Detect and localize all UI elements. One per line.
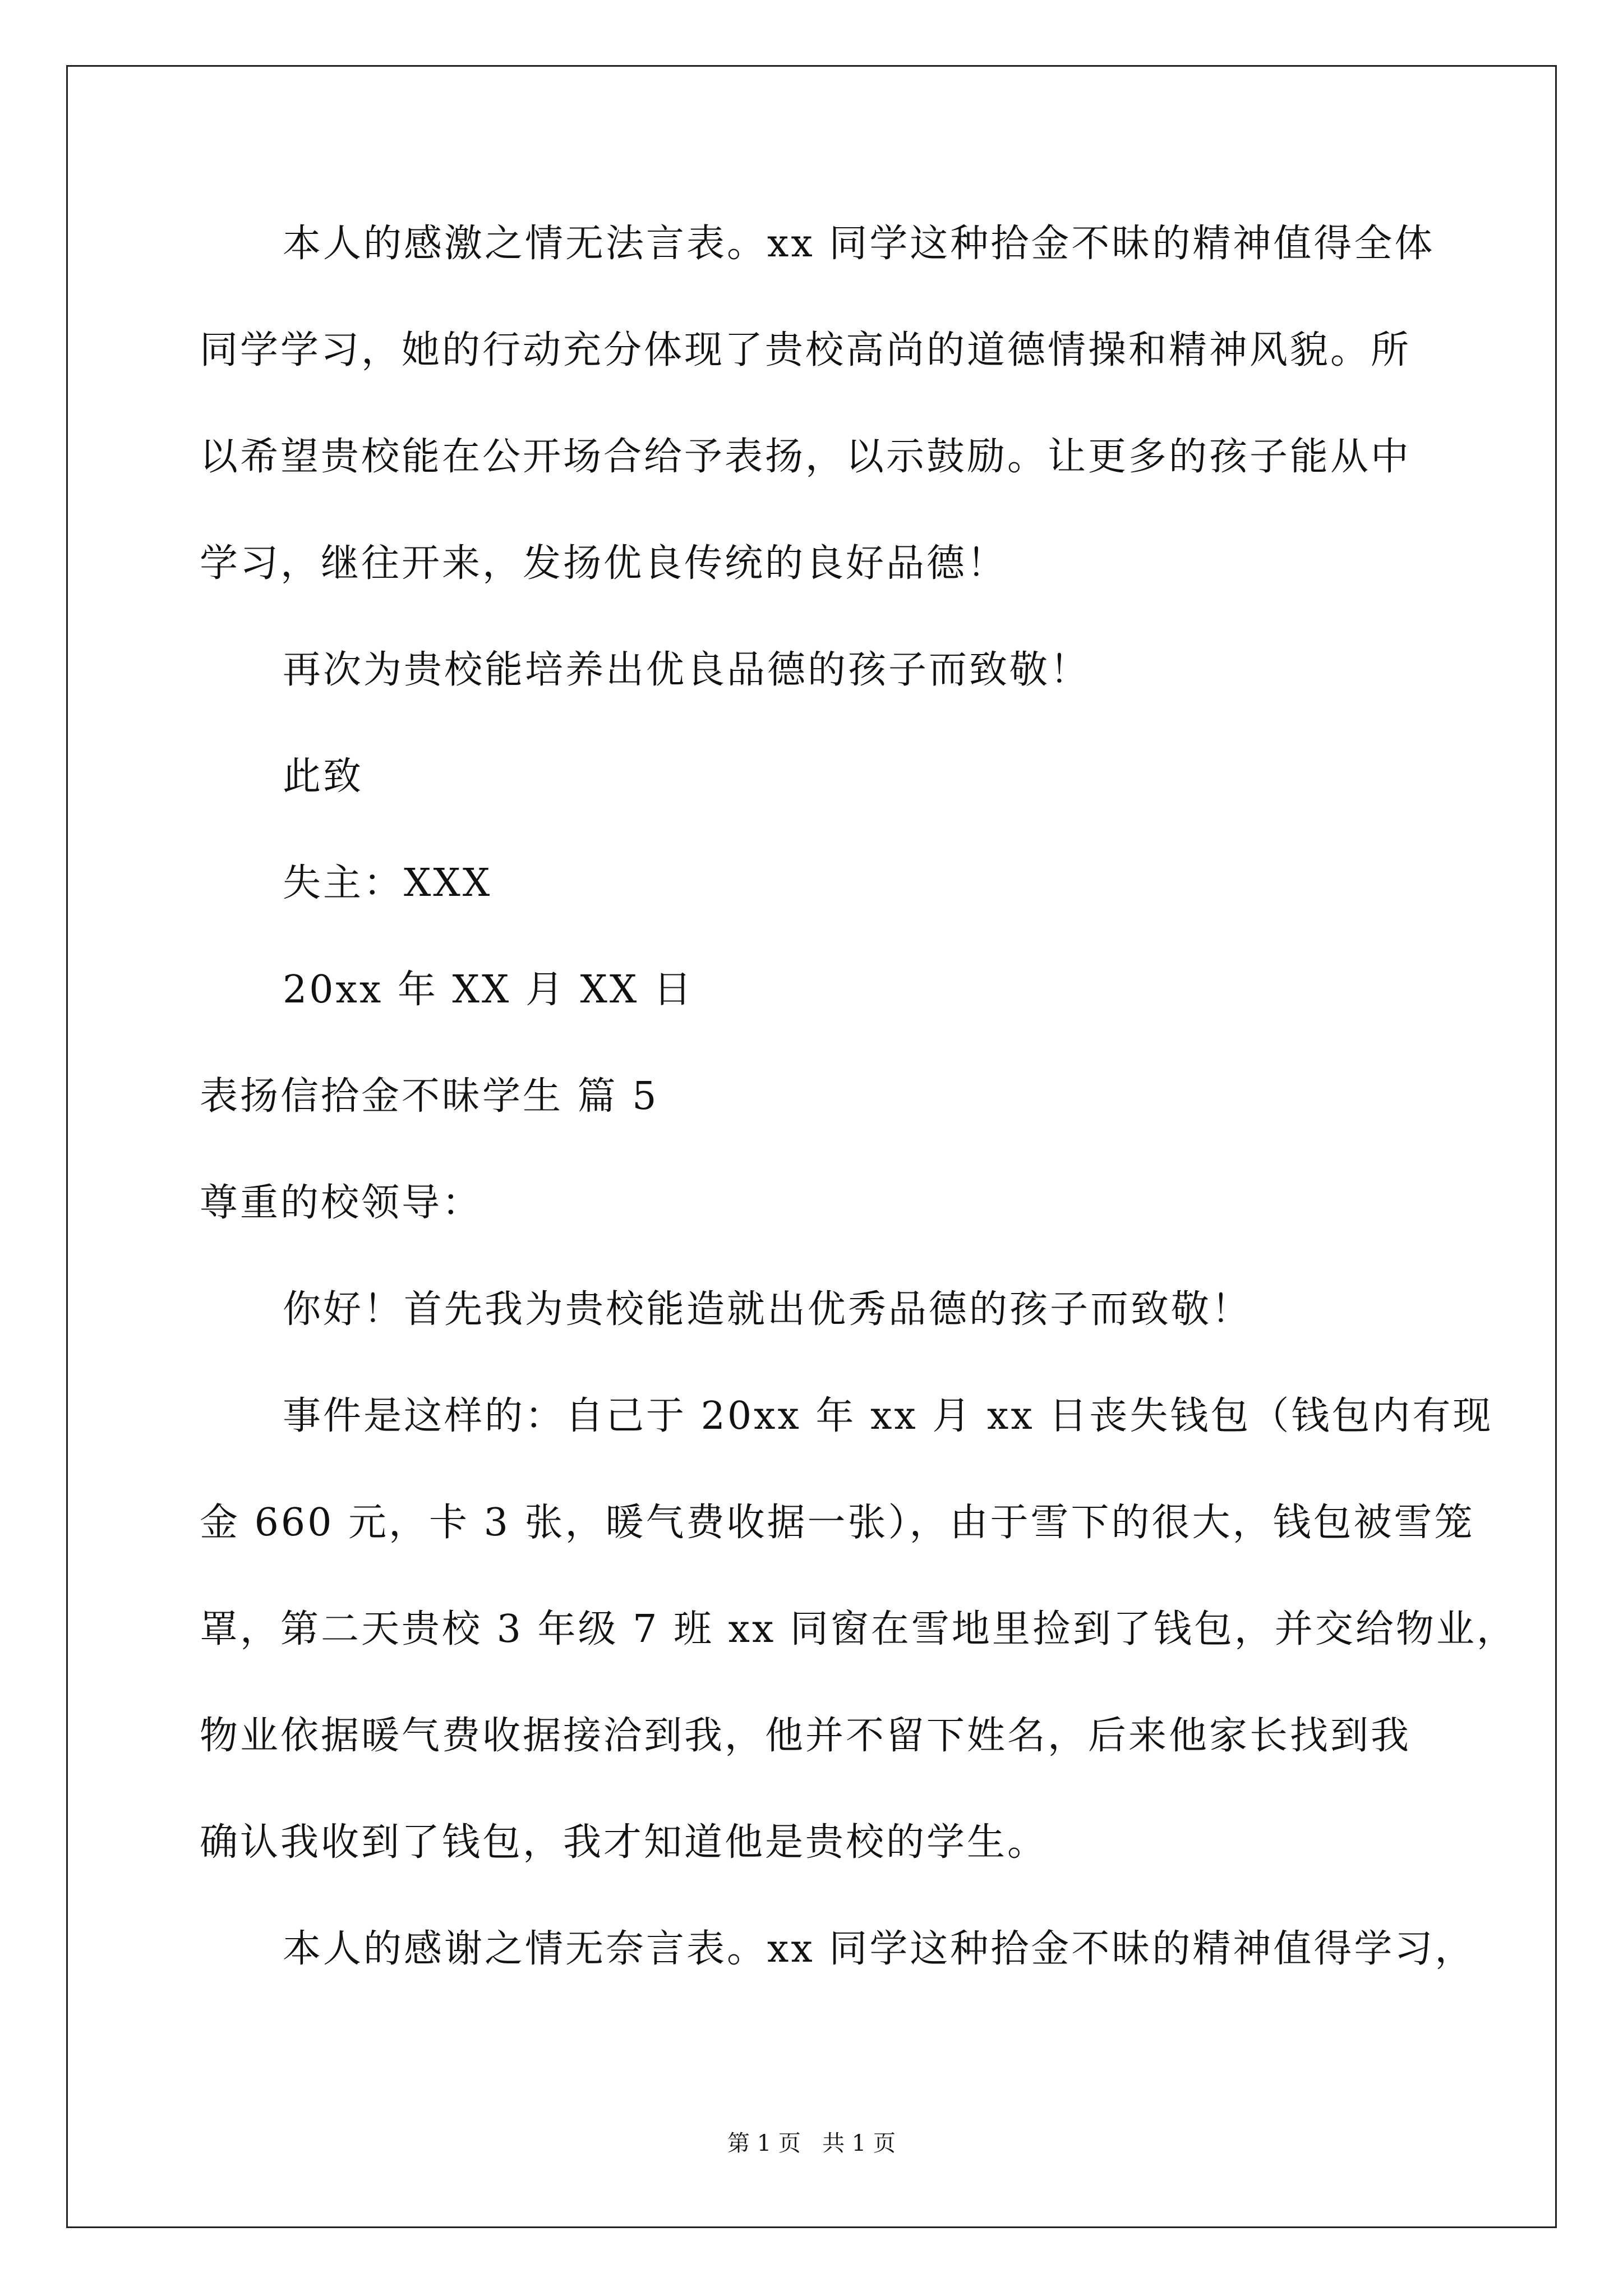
paragraph-line: 同学学习，她的行动充分体现了贵校高尚的道德情操和精神风貌。所 [200, 328, 1412, 372]
paragraph-line: 事件是这样的：自己于 20xx 年 xx 月 xx 日丧失钱包（钱包内有现 [283, 1394, 1493, 1438]
document-body [200, 219, 1517, 2031]
closing-salutation: 此致 [283, 754, 364, 799]
paragraph-line: 本人的感激之情无法言表。xx 同学这种拾金不昧的精神值得全体 [283, 222, 1435, 266]
signature-line: 失主：XXX [283, 861, 492, 905]
page-footer: 第 1 页 共 1 页 [727, 2131, 896, 2156]
greeting-line: 尊重的校领导： [200, 1181, 483, 1225]
paragraph-line: 学习，继往开来，发扬优良传统的良好品德！ [200, 541, 1008, 586]
paragraph-line: 以希望贵校能在公开场合给予表扬，以示鼓励。让更多的孩子能从中 [200, 435, 1412, 479]
paragraph-line: 金 660 元，卡 3 张，暖气费收据一张），由于雪下的很大，钱包被雪笼 [200, 1501, 1475, 1545]
paragraph-line: 你好！首先我为贵校能造就出优秀品德的孩子而致敬！ [283, 1287, 1252, 1332]
section-heading: 表扬信拾金不昧学生 篇 5 [200, 1074, 659, 1119]
paragraph-line: 确认我收到了钱包，我才知道他是贵校的学生。 [200, 1820, 1048, 1865]
date-line: 20xx 年 XX 月 XX 日 [283, 968, 694, 1012]
paragraph-line: 物业依据暖气费收据接洽到我，他并不留下姓名，后来他家长找到我 [200, 1714, 1412, 1758]
paragraph-line: 罩，第二天贵校 3 年级 7 班 xx 同窗在雪地里捡到了钱包，并交给物业， [200, 1607, 1517, 1651]
paragraph-line: 本人的感谢之情无奈言表。xx 同学这种拾金不昧的精神值得学习， [283, 1927, 1476, 1971]
paragraph-line: 再次为贵校能培养出优良品德的孩子而致敬！ [283, 648, 1091, 692]
